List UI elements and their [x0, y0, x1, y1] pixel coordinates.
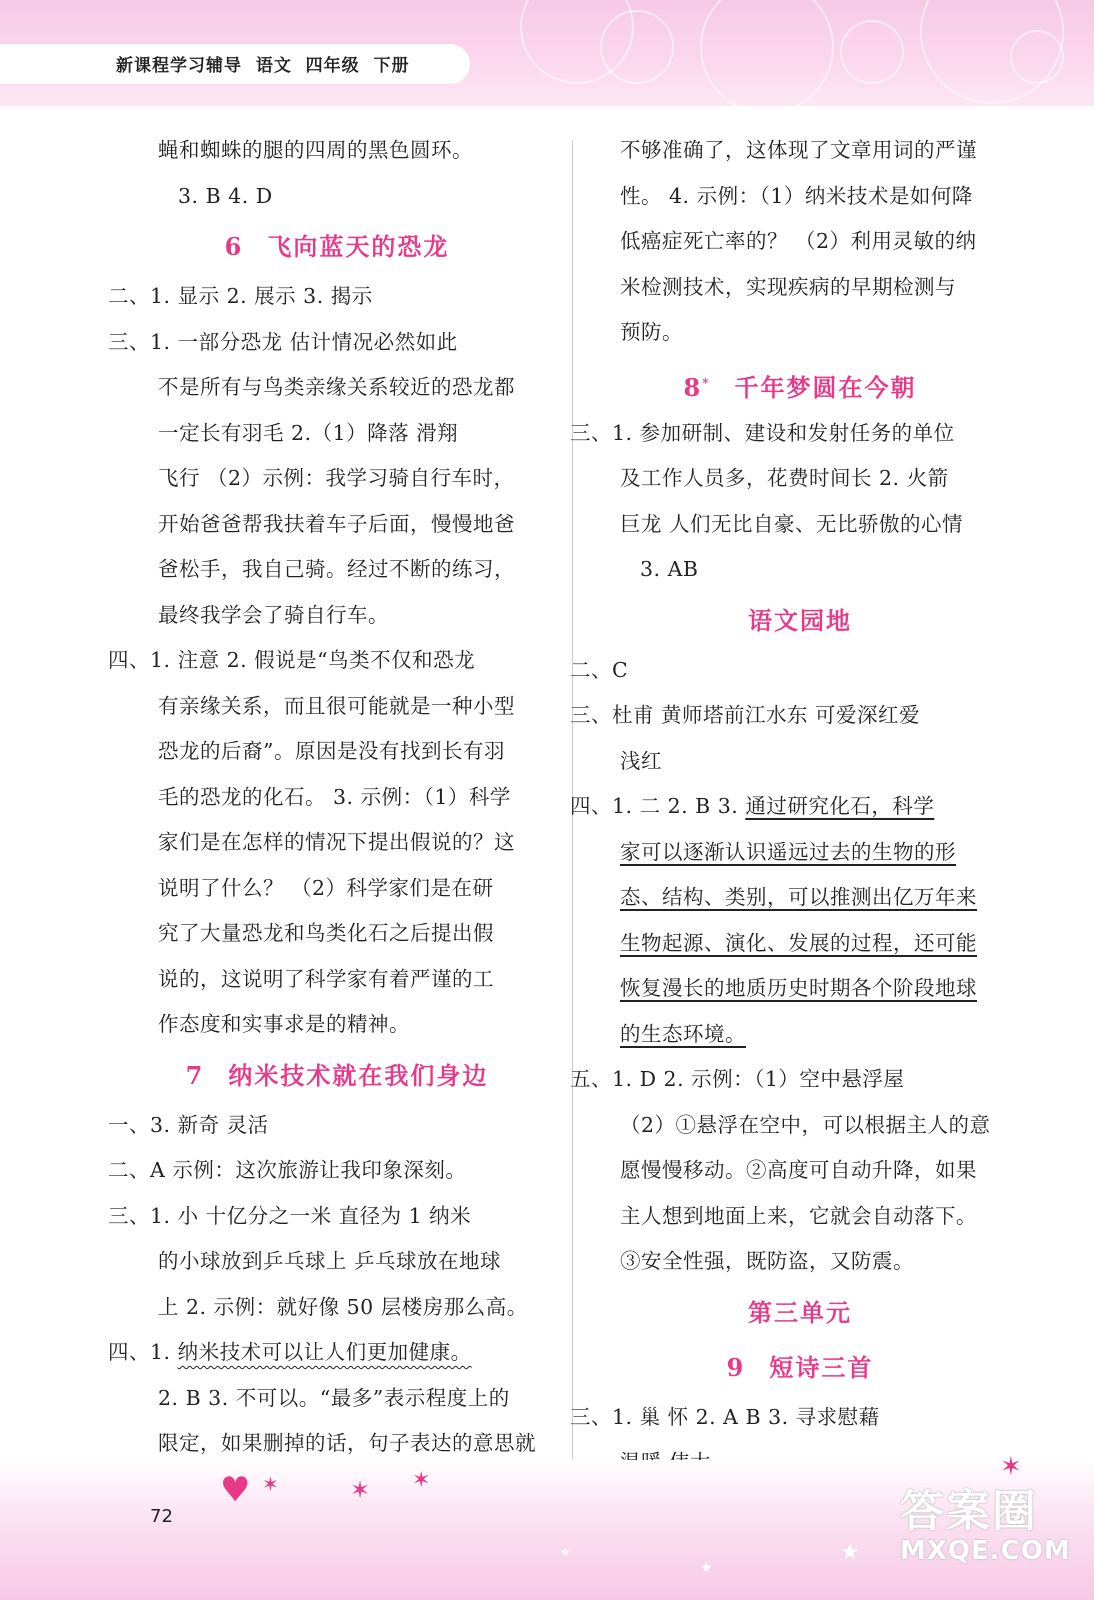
answer-line: 三、1. 巢 怀 2. A B 3. 寻求慰藉 — [570, 1404, 880, 1429]
answer-line: 3. B 4. D — [178, 183, 273, 208]
answer-line — [570, 966, 1030, 1012]
right-column — [570, 128, 1030, 1486]
lesson-number-value: 8 — [683, 372, 703, 402]
underlined-answer: 家可以逐渐认识遥远过去的生物的形 — [620, 839, 956, 864]
answer-line: 米检测技术，实现疾病的早期检测与 — [620, 274, 956, 299]
answer-line: 最终我学会了骑自行车。 — [158, 602, 389, 627]
answer-line: 毛的恐龙的化石。 3. 示例：（1）科学 — [158, 784, 511, 809]
page-header-banner — [0, 0, 1094, 106]
answer-line: 开始爸爸帮我扶着车子后面，慢慢地爸 — [158, 511, 515, 536]
answer-line: 爸松手，我自己骑。经过不断的练习， — [158, 557, 515, 581]
book-title: 新课程学习辅导 语文 四年级 下册 — [116, 56, 410, 76]
answer-line: 2. B 3. 不可以。“最多”表示程度上的 — [158, 1385, 510, 1410]
optional-lesson-mark: * — [702, 375, 711, 390]
answer-line: 预防。 — [620, 320, 683, 344]
answer-line: 作态度和实事求是的精神。 — [158, 1012, 410, 1036]
watermark-en: MXQE.COM — [900, 1536, 1071, 1566]
answer-line: 三、杜甫 黄师塔前江水东 可爱深红爱 — [570, 703, 921, 727]
star-icon: ★ — [700, 1560, 713, 1576]
underlined-answer: 的生态环境。 — [620, 1021, 746, 1046]
answer-line: 说的，这说明了科学家有着严谨的工 — [158, 966, 494, 991]
lesson-number: 9 — [726, 1352, 746, 1382]
watermark — [900, 1488, 1071, 1566]
underlined-answer: 生物起源、演化、发展的过程，还可能 — [620, 930, 977, 955]
lesson-name: 纳米技术就在我们身边 — [228, 1060, 489, 1090]
answer-line: 究了大量恐龙和鸟类化石之后提出假 — [158, 921, 494, 945]
answer-line: 家们是在怎样的情况下提出假说的？这 — [158, 830, 515, 854]
answer-line: 四、1. 注意 2. 假说是“鸟类不仅和恐龙 — [108, 648, 476, 672]
lesson-title — [570, 1340, 1030, 1395]
answer-line: 不是所有与鸟类亲缘关系较近的恐龙都 — [158, 375, 515, 399]
answer-line: 三、1. 小 十亿分之一米 直径为 1 纳米 — [108, 1203, 472, 1228]
answer-line: 巨龙 人们无比自豪、无比骄傲的心情 — [620, 511, 964, 536]
lesson-title — [108, 1048, 566, 1103]
watermark-cn: 答案圈 — [900, 1486, 1038, 1537]
answer-line: 愿慢慢移动。②高度可自动升降，如果 — [620, 1158, 977, 1182]
lesson-name: 短诗三首 — [769, 1352, 874, 1382]
wavy-underlined-answer: 纳米技术可以让人们更加健康。 — [177, 1340, 472, 1364]
answer-line: 蝇和蜘蛛的腿的四周的黑色圆环。 — [158, 138, 473, 162]
left-column — [108, 128, 566, 1467]
sparkle-icon: ✶ — [1000, 1452, 1022, 1482]
answer-line: 浅红 — [620, 748, 662, 773]
page-number: 72 — [150, 1506, 173, 1527]
answer-line: 恐龙的后裔”。原因是没有找到长有羽 — [158, 739, 505, 763]
answer-line — [570, 921, 1030, 967]
sparkle-icon: ✶ — [262, 1472, 279, 1496]
answer-line: 二、1. 显示 2. 展示 3. 揭示 — [108, 284, 373, 308]
answer-prefix: 四、1. — [108, 1340, 178, 1364]
answer-line: 一定长有羽毛 2.（1）降落 滑翔 — [158, 420, 459, 445]
answer-line: 上 2. 示例：就好像 50 层楼房那么高。 — [158, 1294, 528, 1319]
heart-icon: ♥ — [220, 1470, 251, 1510]
sparkle-icon: ✶ — [412, 1468, 431, 1493]
answer-line — [570, 784, 1030, 830]
answer-line: 的小球放到乒乓球上 乒乓球放在地球 — [158, 1249, 502, 1273]
answer-line: 主人想到地面上来，它就会自动落下。 — [620, 1203, 977, 1228]
star-icon: ★ — [840, 1540, 860, 1565]
answer-line: （2）①悬浮在空中，可以根据主人的意 — [620, 1112, 991, 1137]
answer-line: 不够准确了，这体现了文章用词的严谨 — [620, 138, 977, 162]
answer-line — [108, 1330, 566, 1376]
answer-line — [570, 875, 1030, 921]
answer-line — [570, 830, 1030, 876]
answer-line: 说明了什么？ （2）科学家们是在研 — [158, 875, 494, 900]
answer-line: 及工作人员多，花费时间长 2. 火箭 — [620, 466, 949, 490]
answer-line: 二、C — [570, 657, 629, 682]
answer-line: 三、1. 参加研制、建设和发射任务的单位 — [570, 420, 955, 445]
answer-line: 低癌症死亡率的？ （2）利用灵敏的纳 — [620, 229, 977, 253]
unit-title: 第三单元 — [748, 1297, 852, 1327]
sparkle-icon: ✶ — [350, 1476, 371, 1504]
answer-line: 性。 4. 示例：（1）纳米技术是如何降 — [620, 183, 973, 208]
section-title-garden: 语文园地 — [748, 605, 852, 635]
answer-line: 飞行 （2）示例：我学习骑自行车时， — [158, 466, 515, 490]
answer-line — [570, 1012, 1030, 1058]
underlined-answer: 通过研究化石，科学 — [745, 794, 935, 818]
answer-line: ③安全性强，既防盗，又防震。 — [620, 1249, 914, 1273]
answer-prefix: 四、1. 二 2. B 3. — [570, 794, 746, 818]
lesson-name: 千年梦圆在今朝 — [734, 372, 917, 402]
answer-line: 五、1. D 2. 示例：（1）空中悬浮屋 — [570, 1067, 905, 1091]
answer-line: 限定，如果删掉的话，句子表达的意思就 — [158, 1431, 536, 1455]
lesson-number: 7 — [185, 1060, 205, 1090]
lesson-number: 6 — [224, 232, 244, 261]
star-icon: ★ — [560, 1545, 571, 1559]
answer-line: 二、A 示例：这次旅游让我印象深刻。 — [108, 1158, 467, 1182]
answer-line: 有亲缘关系，而且很可能就是一种小型 — [158, 693, 515, 718]
lesson-name: 飞向蓝天的恐龙 — [267, 232, 450, 261]
underlined-answer: 态、结构、类别，可以推测出亿万年来 — [620, 885, 977, 909]
underlined-answer: 恢复漫长的地质历史时期各个阶段地球 — [620, 976, 977, 1000]
lesson-title — [108, 219, 566, 274]
answer-line: 3. AB — [640, 557, 699, 581]
answer-line: 三、1. 一部分恐龙 估计情况必然如此 — [108, 329, 458, 354]
answer-line: 一、3. 新奇 灵活 — [108, 1112, 269, 1137]
lesson-title — [570, 356, 1030, 411]
lesson-number — [684, 373, 711, 402]
